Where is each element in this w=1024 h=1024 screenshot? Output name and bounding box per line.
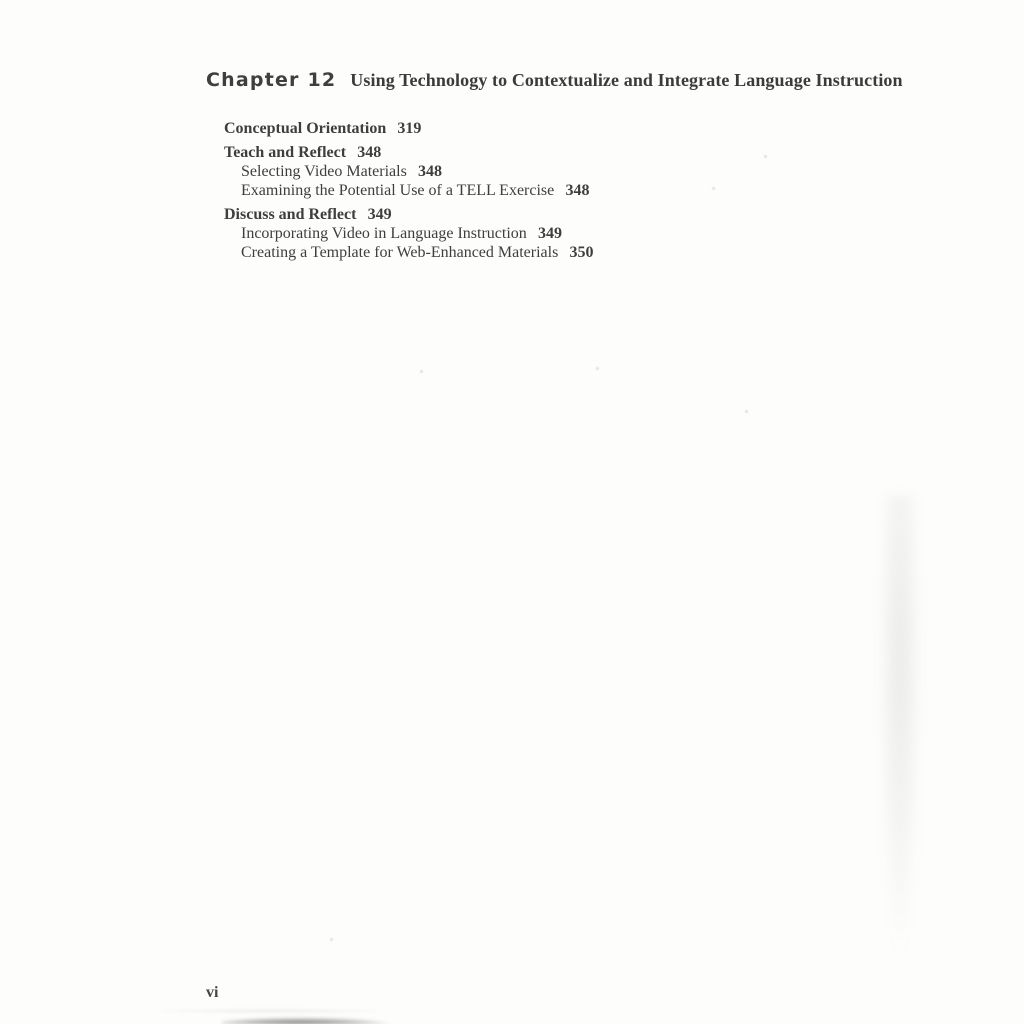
dust-speck xyxy=(764,155,767,158)
dust-speck xyxy=(712,187,715,190)
toc-entry-label: Conceptual Orientation xyxy=(224,120,387,137)
dust-speck xyxy=(745,410,748,413)
chapter-title: Using Technology to Contextualize and Integrate Language Instruction xyxy=(350,70,903,90)
toc-entry-label: Discuss and Reflect xyxy=(224,206,357,223)
toc-entry-page-number: 349 xyxy=(537,225,562,242)
toc-entry-label: Examining the Potential Use of a TELL Exercise xyxy=(241,182,555,199)
toc-entry xyxy=(224,119,594,138)
dust-speck xyxy=(596,367,599,370)
toc-entry-label: Teach and Reflect xyxy=(224,144,347,161)
dust-speck xyxy=(330,938,333,941)
toc-entry-page-number: 350 xyxy=(569,244,594,261)
table-of-contents xyxy=(224,119,594,262)
toc-entry-label: Creating a Template for Web-Enhanced Materials xyxy=(241,244,559,261)
toc-entry xyxy=(241,224,594,243)
toc-entry-page-number: 348 xyxy=(357,144,382,161)
toc-entry xyxy=(224,205,594,224)
scan-edge-shadow xyxy=(222,1017,394,1024)
toc-entry-label: Incorporating Video in Language Instruction xyxy=(241,225,527,242)
toc-entry-page-number: 348 xyxy=(565,182,590,199)
dust-speck xyxy=(420,370,423,373)
scan-smudge xyxy=(140,1008,400,1014)
toc-entry xyxy=(241,181,594,200)
chapter-number-label: Chapter 12 xyxy=(206,69,337,91)
toc-entry-page-number: 349 xyxy=(367,206,392,223)
toc-entry-label: Selecting Video Materials xyxy=(241,163,407,180)
toc-entry-page-number: 319 xyxy=(397,120,422,137)
page-curl-shadow xyxy=(878,495,922,965)
toc-entry xyxy=(241,243,594,262)
chapter-heading xyxy=(206,70,906,91)
toc-entry-page-number: 348 xyxy=(418,163,442,180)
toc-entry xyxy=(224,143,594,162)
page-number-folio: vi xyxy=(206,984,219,1001)
toc-entry xyxy=(241,162,594,181)
